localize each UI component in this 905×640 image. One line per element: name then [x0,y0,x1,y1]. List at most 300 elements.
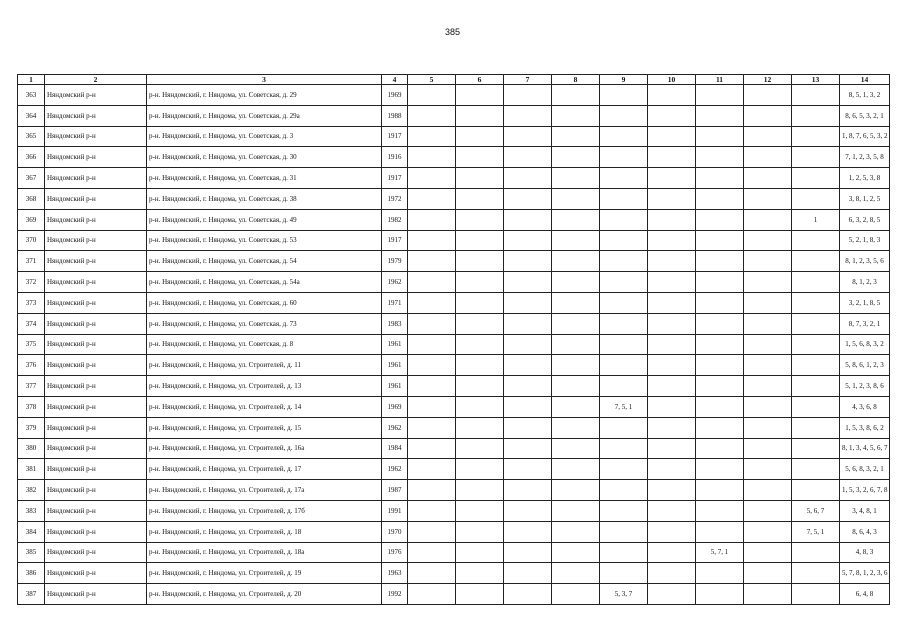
col5-cell [408,272,456,293]
col8-cell [552,480,600,501]
col12-cell [744,459,792,480]
col5-cell [408,584,456,605]
col5-cell [408,85,456,106]
col5-cell [408,417,456,438]
col8-cell [552,85,600,106]
address-cell: р-н. Няндомский, г. Няндома, ул. Советская, д. 38 [147,188,382,209]
row-number: 363 [18,85,45,106]
district-cell: Няндомский р-н [45,521,147,542]
col5-cell [408,459,456,480]
col12-cell [744,85,792,106]
col11-cell [696,168,744,189]
col7-cell [504,459,552,480]
col8-cell [552,542,600,563]
col10-cell [648,376,696,397]
col10-cell [648,313,696,334]
col14-cell: 4, 3, 6, 8 [840,396,890,417]
address-cell: р-н. Няндомский, г. Няндома, ул. Строителей, д. 19 [147,563,382,584]
col5-cell [408,313,456,334]
col12-cell [744,563,792,584]
district-cell: Няндомский р-н [45,147,147,168]
col12-cell [744,313,792,334]
col12-cell [744,292,792,313]
district-cell: Няндомский р-н [45,251,147,272]
col9-cell [600,542,648,563]
col10-cell [648,355,696,376]
col13-cell: 1 [792,209,840,230]
year-cell: 1962 [382,272,408,293]
col8-cell [552,500,600,521]
table-row [18,272,890,293]
district-cell: Няндомский р-н [45,272,147,293]
col7-cell [504,188,552,209]
col5-cell [408,230,456,251]
col8-cell [552,355,600,376]
col8-cell [552,313,600,334]
column-header-3: 3 [147,75,382,85]
column-header-13: 13 [792,75,840,85]
district-cell: Няндомский р-н [45,209,147,230]
col6-cell [456,292,504,313]
col14-cell: 1, 8, 7, 6, 5, 3, 2 [840,126,890,147]
col11-cell [696,376,744,397]
row-number: 378 [18,396,45,417]
col14-cell: 5, 8, 6, 1, 2, 3 [840,355,890,376]
col6-cell [456,168,504,189]
col10-cell [648,521,696,542]
col14-cell: 5, 7, 8, 1, 2, 3, 6 [840,563,890,584]
district-cell: Няндомский р-н [45,126,147,147]
col9-cell [600,563,648,584]
col12-cell [744,521,792,542]
col10-cell [648,230,696,251]
table-row [18,584,890,605]
col9-cell: 5, 3, 7 [600,584,648,605]
year-cell: 1988 [382,105,408,126]
address-cell: р-н. Няндомский, г. Няндома, ул. Советская, д. 49 [147,209,382,230]
district-cell: Няндомский р-н [45,85,147,106]
address-cell: р-н. Няндомский, г. Няндома, ул. Строителей, д. 13 [147,376,382,397]
column-header-1: 1 [18,75,45,85]
address-cell: р-н. Няндомский, г. Няндома, ул. Советская, д. 29 [147,85,382,106]
address-cell: р-н. Няндомский, г. Няндома, ул. Советская, д. 30 [147,147,382,168]
col8-cell [552,584,600,605]
year-cell: 1976 [382,542,408,563]
column-header-5: 5 [408,75,456,85]
col14-cell: 8, 6, 4, 3 [840,521,890,542]
col5-cell [408,355,456,376]
col10-cell [648,188,696,209]
table-row [18,563,890,584]
col13-cell [792,396,840,417]
row-number: 374 [18,313,45,334]
col9-cell [600,230,648,251]
col13-cell [792,272,840,293]
col14-cell: 1, 2, 5, 3, 8 [840,168,890,189]
address-cell: р-н. Няндомский, г. Няндома, ул. Советская, д. 60 [147,292,382,313]
year-cell: 1984 [382,438,408,459]
col8-cell [552,438,600,459]
col10-cell [648,500,696,521]
col13-cell [792,563,840,584]
table-row [18,292,890,313]
year-cell: 1969 [382,396,408,417]
col10-cell [648,542,696,563]
col7-cell [504,209,552,230]
col11-cell [696,500,744,521]
table-row [18,147,890,168]
col14-cell: 8, 6, 5, 3, 2, 1 [840,105,890,126]
col9-cell [600,376,648,397]
col13-cell [792,584,840,605]
col11-cell [696,147,744,168]
col5-cell [408,334,456,355]
col10-cell [648,584,696,605]
address-cell: р-н. Няндомский, г. Няндома, ул. Строителей, д. 11 [147,355,382,376]
district-cell: Няндомский р-н [45,355,147,376]
row-number: 387 [18,584,45,605]
col6-cell [456,313,504,334]
col5-cell [408,209,456,230]
col8-cell [552,188,600,209]
col11-cell [696,85,744,106]
col11-cell [696,105,744,126]
col13-cell [792,334,840,355]
col6-cell [456,521,504,542]
col13-cell [792,147,840,168]
col7-cell [504,292,552,313]
col14-cell: 8, 7, 3, 2, 1 [840,313,890,334]
row-number: 383 [18,500,45,521]
year-cell: 1991 [382,500,408,521]
col8-cell [552,376,600,397]
col5-cell [408,521,456,542]
col6-cell [456,396,504,417]
col7-cell [504,500,552,521]
col7-cell [504,168,552,189]
col11-cell [696,521,744,542]
register-table [17,74,890,605]
col8-cell [552,126,600,147]
row-number: 369 [18,209,45,230]
district-cell: Няндомский р-н [45,188,147,209]
col8-cell [552,105,600,126]
col6-cell [456,542,504,563]
col7-cell [504,85,552,106]
col9-cell [600,438,648,459]
col13-cell [792,480,840,501]
col8-cell [552,417,600,438]
col9-cell [600,500,648,521]
col7-cell [504,251,552,272]
year-cell: 1987 [382,480,408,501]
year-cell: 1972 [382,188,408,209]
col14-cell: 3, 8, 1, 2, 5 [840,188,890,209]
col6-cell [456,438,504,459]
col11-cell: 5, 7, 1 [696,542,744,563]
year-cell: 1917 [382,230,408,251]
col6-cell [456,459,504,480]
district-cell: Няндомский р-н [45,168,147,189]
col9-cell [600,251,648,272]
row-number: 371 [18,251,45,272]
col6-cell [456,85,504,106]
col8-cell [552,334,600,355]
col12-cell [744,355,792,376]
col10-cell [648,417,696,438]
col10-cell [648,147,696,168]
col9-cell [600,292,648,313]
col14-cell: 5, 6, 8, 3, 2, 1 [840,459,890,480]
col13-cell: 7, 5, 1 [792,521,840,542]
col9-cell [600,272,648,293]
col8-cell [552,521,600,542]
address-cell: р-н. Няндомский, г. Няндома, ул. Советская, д. 31 [147,168,382,189]
col13-cell [792,376,840,397]
table-row [18,500,890,521]
col10-cell [648,292,696,313]
col10-cell [648,105,696,126]
year-cell: 1970 [382,521,408,542]
row-number: 380 [18,438,45,459]
year-cell: 1971 [382,292,408,313]
district-cell: Няндомский р-н [45,459,147,480]
address-cell: р-н. Няндомский, г. Няндома, ул. Строителей, д. 17б [147,500,382,521]
district-cell: Няндомский р-н [45,334,147,355]
table-row [18,230,890,251]
col8-cell [552,147,600,168]
col12-cell [744,417,792,438]
col13-cell [792,417,840,438]
col9-cell [600,209,648,230]
row-number: 364 [18,105,45,126]
col14-cell: 1, 5, 3, 2, 6, 7, 8 [840,480,890,501]
year-cell: 1917 [382,168,408,189]
col9-cell [600,459,648,480]
col14-cell: 8, 1, 3, 4, 5, 6, 7 [840,438,890,459]
col10-cell [648,251,696,272]
col13-cell [792,168,840,189]
col12-cell [744,480,792,501]
district-cell: Няндомский р-н [45,396,147,417]
col7-cell [504,417,552,438]
col13-cell [792,126,840,147]
table-row [18,334,890,355]
col6-cell [456,500,504,521]
col8-cell [552,168,600,189]
col12-cell [744,126,792,147]
col12-cell [744,584,792,605]
column-header-4: 4 [382,75,408,85]
row-number: 377 [18,376,45,397]
col12-cell [744,147,792,168]
col5-cell [408,168,456,189]
year-cell: 1961 [382,376,408,397]
col7-cell [504,355,552,376]
col6-cell [456,272,504,293]
year-cell: 1982 [382,209,408,230]
col6-cell [456,126,504,147]
col7-cell [504,563,552,584]
col11-cell [696,313,744,334]
row-number: 375 [18,334,45,355]
col12-cell [744,334,792,355]
year-cell: 1983 [382,313,408,334]
row-number: 385 [18,542,45,563]
col11-cell [696,584,744,605]
district-cell: Няндомский р-н [45,292,147,313]
table-row [18,168,890,189]
col9-cell [600,85,648,106]
col12-cell [744,438,792,459]
col6-cell [456,376,504,397]
col10-cell [648,85,696,106]
row-number: 373 [18,292,45,313]
col6-cell [456,105,504,126]
col5-cell [408,500,456,521]
col14-cell: 6, 4, 8 [840,584,890,605]
year-cell: 1961 [382,334,408,355]
col5-cell [408,105,456,126]
col7-cell [504,272,552,293]
table-row [18,85,890,106]
col7-cell [504,105,552,126]
column-header-9: 9 [600,75,648,85]
col6-cell [456,334,504,355]
col12-cell [744,105,792,126]
year-cell: 1963 [382,563,408,584]
table-row [18,480,890,501]
col12-cell [744,272,792,293]
district-cell: Няндомский р-н [45,313,147,334]
col14-cell: 3, 2, 1, 8, 5 [840,292,890,313]
col9-cell [600,188,648,209]
address-cell: р-н. Няндомский, г. Няндома, ул. Советская, д. 29а [147,105,382,126]
column-header-14: 14 [840,75,890,85]
year-cell: 1969 [382,85,408,106]
column-header-8: 8 [552,75,600,85]
col6-cell [456,251,504,272]
col6-cell [456,230,504,251]
col7-cell [504,334,552,355]
col11-cell [696,396,744,417]
col10-cell [648,459,696,480]
district-cell: Няндомский р-н [45,376,147,397]
col9-cell [600,126,648,147]
col6-cell [456,480,504,501]
col12-cell [744,376,792,397]
col11-cell [696,334,744,355]
col10-cell [648,438,696,459]
col9-cell [600,480,648,501]
col7-cell [504,438,552,459]
col14-cell: 8, 5, 1, 3, 2 [840,85,890,106]
col6-cell [456,417,504,438]
col11-cell [696,355,744,376]
column-header-12: 12 [744,75,792,85]
col11-cell [696,230,744,251]
col11-cell [696,209,744,230]
col10-cell [648,168,696,189]
table-row [18,355,890,376]
col10-cell [648,209,696,230]
column-header-10: 10 [648,75,696,85]
col11-cell [696,480,744,501]
table-row [18,105,890,126]
col6-cell [456,563,504,584]
row-number: 368 [18,188,45,209]
district-cell: Няндомский р-н [45,584,147,605]
col6-cell [456,355,504,376]
address-cell: р-н. Няндомский, г. Няндома, ул. Советская, д. 73 [147,313,382,334]
row-number: 379 [18,417,45,438]
col13-cell [792,438,840,459]
district-cell: Няндомский р-н [45,542,147,563]
table-row [18,438,890,459]
col13-cell [792,542,840,563]
table-row [18,188,890,209]
column-header-7: 7 [504,75,552,85]
col14-cell: 5, 1, 2, 3, 8, 6 [840,376,890,397]
col5-cell [408,147,456,168]
row-number: 370 [18,230,45,251]
col7-cell [504,480,552,501]
col6-cell [456,188,504,209]
col14-cell: 3, 4, 8, 1 [840,500,890,521]
col14-cell: 8, 1, 2, 3, 5, 6 [840,251,890,272]
col9-cell [600,313,648,334]
district-cell: Няндомский р-н [45,480,147,501]
col7-cell [504,584,552,605]
address-cell: р-н. Няндомский, г. Няндома, ул. Советская, д. 3 [147,126,382,147]
col13-cell [792,230,840,251]
col6-cell [456,209,504,230]
row-number: 365 [18,126,45,147]
address-cell: р-н. Няндомский, г. Няндома, ул. Строителей, д. 18 [147,521,382,542]
col8-cell [552,459,600,480]
col13-cell [792,355,840,376]
col9-cell [600,168,648,189]
col12-cell [744,168,792,189]
table-row [18,542,890,563]
col5-cell [408,542,456,563]
address-cell: р-н. Няндомский, г. Няндома, ул. Советская, д. 54 [147,251,382,272]
col14-cell: 4, 8, 3 [840,542,890,563]
table-row [18,209,890,230]
col11-cell [696,563,744,584]
year-cell: 1979 [382,251,408,272]
col10-cell [648,334,696,355]
row-number: 386 [18,563,45,584]
col9-cell [600,355,648,376]
col10-cell [648,563,696,584]
row-number: 381 [18,459,45,480]
col8-cell [552,272,600,293]
address-cell: р-н. Няндомский, г. Няндома, ул. Строителей, д. 16а [147,438,382,459]
col10-cell [648,126,696,147]
col7-cell [504,313,552,334]
address-cell: р-н. Няндомский, г. Няндома, ул. Строителей, д. 18а [147,542,382,563]
col13-cell [792,292,840,313]
col14-cell: 5, 2, 1, 8, 3 [840,230,890,251]
col7-cell [504,521,552,542]
year-cell: 1992 [382,584,408,605]
col12-cell [744,500,792,521]
col12-cell [744,251,792,272]
col8-cell [552,251,600,272]
col7-cell [504,147,552,168]
col9-cell [600,417,648,438]
